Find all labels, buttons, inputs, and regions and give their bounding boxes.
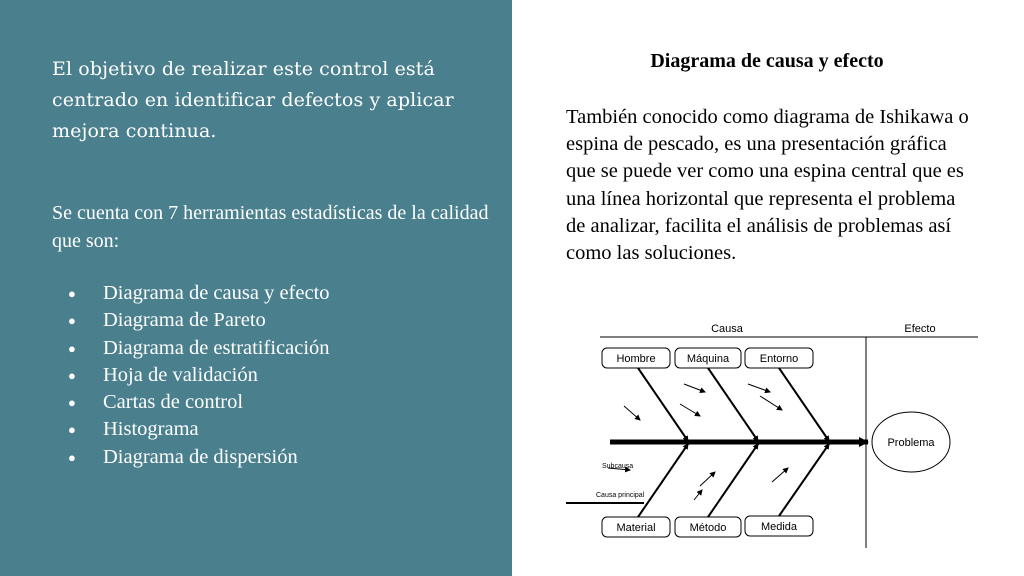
cause-header: Causa xyxy=(711,323,743,335)
main-cause-label: Causa principal xyxy=(596,492,645,499)
fishbone-diagram xyxy=(560,310,990,560)
cause-label-metodo: Método xyxy=(689,522,727,534)
tools-list xyxy=(68,280,330,471)
subcause-arrow xyxy=(700,472,715,486)
bullet-icon: ● xyxy=(68,395,76,411)
diagram-description: También conocido como diagrama de Ishikawa o espina de pescado, es una presentación gráfica que se puede ver como una espina central que es una línea horizontal que representa el problema de analizar, facilita el análisis de problemas así como las soluciones. xyxy=(566,106,969,265)
list-item xyxy=(68,335,330,362)
problem-label: Problema xyxy=(887,437,935,449)
tool-label: Diagrama de Pareto xyxy=(103,309,266,332)
intro-paragraph: El objetivo de realizar este control está centrado en identificar defectos y aplicar mejora continua. xyxy=(52,58,454,142)
subcause-arrow xyxy=(772,468,788,482)
tool-label: Diagrama de causa y efecto xyxy=(103,282,330,304)
bone-maquina xyxy=(708,368,758,441)
diagram-title: Diagrama de causa y efecto xyxy=(650,50,884,72)
bone-metodo xyxy=(708,444,758,517)
bullet-icon: ● xyxy=(68,449,76,465)
tool-label: Diagrama de estratificación xyxy=(103,336,330,359)
subcause-arrow xyxy=(748,384,770,392)
tools-lead-paragraph: Se cuenta con 7 herramientas estadísticas de la calidad que son: xyxy=(52,202,489,252)
bullet-icon: ● xyxy=(68,286,76,301)
cause-label-medida: Medida xyxy=(760,521,798,533)
list-item xyxy=(68,307,330,334)
bullet-icon: ● xyxy=(68,422,76,438)
bullet-icon: ● xyxy=(68,313,76,329)
subcause-arrow xyxy=(680,404,700,416)
tool-label: Diagrama de dispersión xyxy=(103,445,298,468)
cause-label-hombre: Hombre xyxy=(616,353,656,365)
subcause-arrow xyxy=(760,396,782,410)
subcause-arrow xyxy=(624,406,640,420)
subcause-arrow xyxy=(684,384,705,392)
cause-label-entorno: Entorno xyxy=(759,353,799,365)
subcause-arrow xyxy=(694,490,702,500)
bullet-icon: ● xyxy=(68,367,76,383)
bone-material xyxy=(638,444,688,517)
subcause-label: Subcausa xyxy=(602,463,634,470)
list-item xyxy=(68,362,330,389)
bone-medida xyxy=(779,444,829,516)
list-item xyxy=(68,444,330,471)
tool-label: Hoja de validación xyxy=(103,363,258,386)
tool-label: Histograma xyxy=(103,418,199,441)
cause-label-maquina: Máquina xyxy=(686,353,730,365)
tool-label: Cartas de control xyxy=(103,391,244,414)
bullet-icon: ● xyxy=(68,340,76,356)
bone-entorno xyxy=(779,368,829,441)
effect-header: Efecto xyxy=(904,323,936,335)
list-item xyxy=(68,416,330,443)
list-item xyxy=(68,389,330,416)
cause-label-material: Material xyxy=(616,522,656,534)
list-item xyxy=(68,280,330,307)
